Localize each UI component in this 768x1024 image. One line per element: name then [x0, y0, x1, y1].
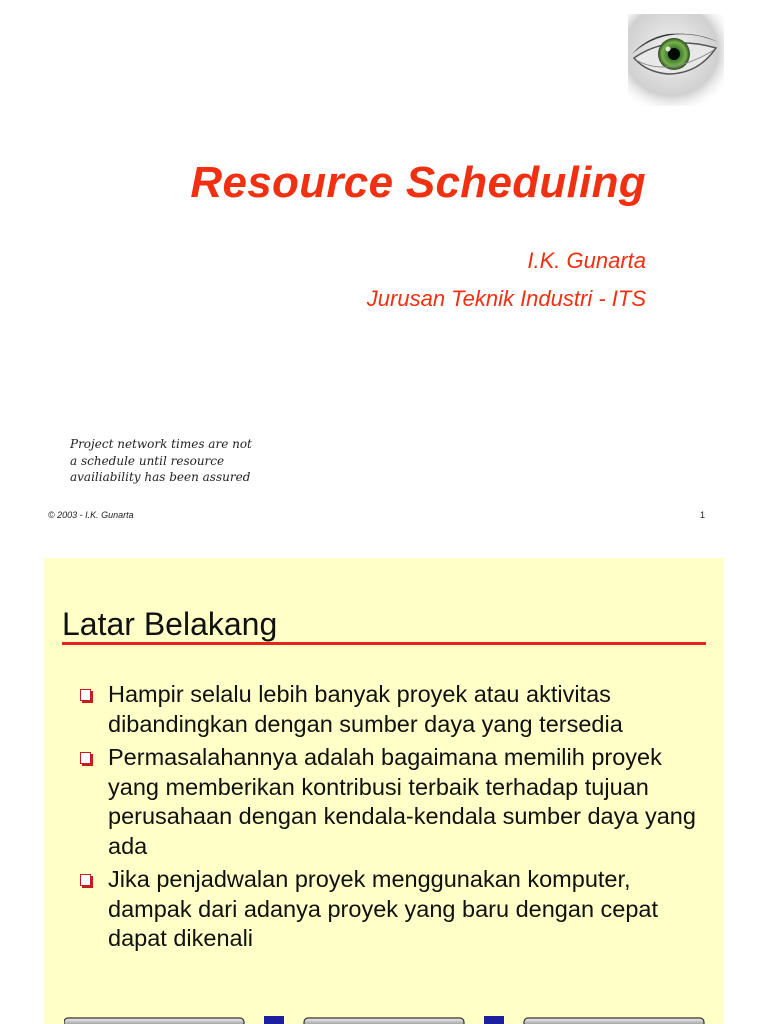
list-item — [74, 680, 704, 739]
bullet-text: Jika penjadwalan proyek menggunakan komputer, dampak dari adanya proyek yang baru dengan cepat dapat dikenali — [108, 866, 659, 951]
checkbox-bullet-icon — [80, 689, 91, 701]
checkbox-bullet-icon — [80, 874, 91, 886]
slide-heading: Latar Belakang — [62, 606, 278, 642]
bullet-list — [74, 680, 704, 958]
bullet-text: Permasalahannya adalah bagaimana memilih proyek yang memberikan kontribusi terbaik terhadap tujuan perusahaan dengan kendala-kendala sumber daya yang ada — [108, 744, 696, 859]
department-name: Jurusan Teknik Industri - ITS — [366, 286, 646, 311]
content-slide — [44, 558, 724, 1024]
scope-time-cost-banner-icon — [64, 1010, 714, 1024]
slide-title: Resource Scheduling — [190, 158, 646, 207]
quote-line: a schedule until resource — [70, 453, 225, 468]
quote-line: availiability has been assured — [70, 470, 251, 484]
eye-icon — [628, 14, 724, 106]
quote-text — [70, 436, 252, 486]
copyright-footer: © 2003 - I.K. Gunarta — [48, 510, 134, 520]
quote-line: Project network times are not — [70, 437, 252, 451]
list-item — [74, 743, 704, 861]
bullet-text: Hampir selalu lebih banyak proyek atau aktivitas dibandingkan dengan sumber daya yang tersedia — [108, 681, 623, 737]
list-item — [74, 865, 704, 954]
heading-underline — [62, 642, 706, 645]
author-name: I.K. Gunarta — [527, 248, 646, 273]
checkbox-bullet-icon — [80, 752, 91, 764]
page-number: 1 — [700, 510, 706, 520]
